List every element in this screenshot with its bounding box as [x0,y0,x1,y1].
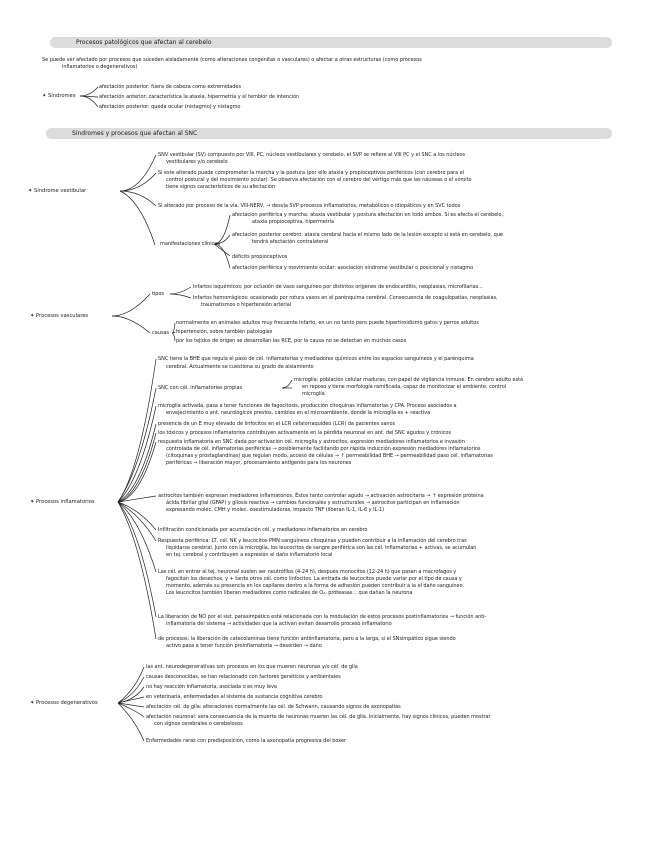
text-line: control postural y del movimiento ocular). Se observa afectación con el cerebro del vértigo más que las náuseas o el vómito [166,177,472,183]
text-line: inflamatoria del sistema → actividades que la activan evitan desarrollo proceso inflamatorio [166,621,392,627]
group-label-text: Procesos vasculares [36,313,89,319]
text-line: ataxia propioceptiva, hipermetría [252,219,334,225]
group-label-vestibular: ✦ Síndrome vestibular [28,188,87,194]
text-line: no hay reacción inflamatoria, asociada o es muy leve [146,684,277,690]
section-header-title: Procesos patológicos que afectan al cerebelo [76,39,212,46]
group-label-degenerativos: ✦ Procesos degenerativos [30,700,98,706]
text-line: normalmente en animales adultos muy frecuente infarto, en un no tanto pero puede hipertiroidismo gatos y perros adultos [176,320,479,326]
group-label-text: Procesos degenerativos [36,700,98,706]
text-line: Si alterado por proceso de la vía, VIII-NERV, → desvía SVP procesos inflamatorios, metabólicos o idiopáticos y en SVC todos [158,203,461,209]
text-line: déficits propioceptivos [232,254,288,260]
text-line: presencia de un E muy elevado de linfocitos en el LCR cefalorraquídeo (LCR) da pacientes sanos [158,421,396,427]
text-line: liquidarse cerebral. Junto con la microglía, los leucocitos de sangre periférica son las cél. inflamatorias + activas, se acumulan [166,545,477,551]
text-line: las ant. neurodegenerativas son procesos en los que mueren neuronas y/o cél. de glía [146,664,358,670]
text-line: Infartos isquémicos: por oclusión de vaso sanguíneo por distintos orígenes de endocarditis, neoplasias, microfilarias... [193,284,483,290]
text-line: microglía activada, pasa a tener funciones de fagocitosis, producción citoquinas inflamatorias y CPA. Proceso asociados a [158,403,457,409]
group-label-vasculares: ✦ Procesos vasculares [30,313,89,319]
text-line: de procesos: la liberación de catecolaminas tiene función antiinflamatoria, pero a la larga, si el SNsimpático sigue siendo [158,636,456,642]
text-line: SNC con cél. inflamatorias propias [158,385,243,391]
text-line: envejecimiento o ant. neurológicos previos, cambios en el microambiente, donde la microglía es + reactiva [166,410,431,416]
text-line: hipertensión, sobre también patologías [176,329,273,335]
text-line: microglía: población celular maduras, con papel de vigilancia inmune. En cerebro adulto está [294,377,524,383]
text-line: los tóxicos y procesos inflamatorios contribuyen activamente en la pérdida neuronal en ant. del SNC agudos y crónicos [158,430,451,436]
intro-line: Se puede ver afectado por procesos que suceden aisladamente (como alteraciones congénitas o vasculares) o afectar a otras estructuras (como procesos [42,57,422,63]
text-line: afectación neuronal: sera consecuencia de la muerte de neuronas mueren las cél. de glía. Inicialmente, hay signos clínicos, pueden mostrar [146,714,491,720]
text-line: afectación periférica y movimiento ocular: asociación síndrome vestibular o posicional y nistagmo [232,265,474,271]
syndrome-item: afectación anterior: característica la ataxia, hipermetría y el temblor de intención [99,94,300,100]
text-line: tendrá afectación contralateral [252,239,329,245]
text-line: vestibulares y/o cerebelo [166,159,228,165]
text-line: tiene signos característicos de su afectación [166,184,275,190]
group-label-text: Procesos inflamatorios [36,499,95,505]
text-line: astrocitos también expresan mediadores inflamatorios. Éstos tanto controlar agudo → activación astrocitaria → ↑ expresión proteína [158,493,484,499]
text-line: La liberación de NO por el sist. parasimpático está relacionada con la modulación de estos procesos postinflamatorios → función anti- [158,614,487,620]
text-line: expresando moléc. CMH y molec. coestimuladoras, impacto TNF (liberan IL-1, IL-6 y IL-1) [166,507,384,513]
group-label-text: Síndromes [48,93,76,99]
text-line: Si este alterado puede comprometer la marcha y la postura (por ello ataxia y propioceptivos periféricos (con cerebro para el [158,170,465,176]
group-label-inflamatorios: ✦ Procesos inflamatorios [30,499,95,505]
text-line: en tej. cerebral y contribuyen a expresión el daño inflamatorio local [166,552,333,558]
text-line: ácida fibrilar glial (GFAP) y gliosis reactiva → cambios funcionales y estructurales → astrocitos participan en inflamación [166,500,460,506]
text-line: por los tejidos de origen se desarrollan las RCE, por la causa no se detectan en muchos casos [176,338,407,344]
text-line: respuesta inflamatoria en SNC dada por activación cél. microglía y astrocitos, expresión mediadores inflamatorios e invasión [158,439,465,445]
text-line: Respuesta periférica: LT, cél. NK y leucocitos PMN sanguíneos citoquinas y pueden contribuir a la inflamación del cerebro tras [158,538,467,544]
text-line: Infiltración condicionada por acumulación cél. y mediadores inflamatorios en cerebro [158,527,368,533]
group-label-sindromes: ✦ Síndromes [42,93,76,99]
sub-label-tipos: tipos [152,291,164,297]
text-line: afectación cél. de glía: alteraciones normalmente las cél. de Schwann, causando signos de axonopatías [146,704,401,710]
text-line: (citoquinas y prostaglandinas) que regulan modo, acceso de células → ↑ permeabilidad BHE → permeabilidad paso cél. inflamatorias [166,453,493,459]
text-line: controlada de cél. inflamatorias periféricas → posiblemente facilitando por rápida inducción expresión mediadores inflamatorios [166,446,481,452]
text-line: Infartos hemorrágicos: ocasionado por rotura vasos en el parénquima cerebral. Consecuencia de coagulopatías, neoplasias, [193,295,498,301]
text-line: Las cél. en entrar al tej. neuronal suelen ser neutrófilos (4-24 h), después monocitos (12-24 h) que pasan a macrófagos y [158,569,457,575]
text-line: causas desconocidas, se han relacionado con factores genéticos y ambientales [146,674,341,680]
text-line: traumatismos o hipertensión arterial [201,302,292,308]
group-label-text: Síndrome vestibular [34,188,87,194]
text-line: cerebral. Actualmente se cuestiona su grado de aislamiento [166,364,314,370]
text-line: Enfermedades raras con predisposición, como la axonopatía progresiva del boxer [146,738,346,744]
text-line: en reposo y tiene morfología ramificada, capaz de monitorizar el ambiente; control [302,384,507,390]
text-line: SNC tiene la BHE que regula el paso de cél. inflamatorias y mediadores químicos entre los espacios sanguíneos y el parénquima [158,356,474,362]
text-line: activo pasa a tener función proinflamatoria → desorden → daño [166,643,322,649]
text-line: fagocitan los desechos, y + tarde otros cél. como linfocitos. La entrada de leucocitos puede variar por el tipo de causa y [166,576,462,582]
text-line: momento, además su presencia en los capilares dentro a la forma de adhesión pueden contribuir a la el daño sanguíneo. [166,583,465,589]
section-header-title: Síndromes y procesos que afectan al SNC [72,130,198,137]
text-line: en veterinaria, enfermedades al sistema de sustancia cognitiva cerebro [146,694,323,700]
text-line: afectación posterior cerebro: ataxia cerebral hacia el mismo lado de la lesión excepto si está en cerebelo, que [232,232,503,238]
text-line: SNV vestibular (SV) compuesto por VIII, PC, núcleos vestibulares y cerebelo, el SVP se refiere al VIII PC y el SNC a los núcleos [158,152,466,158]
syndrome-item: afectación posterior: queda ocular (nistagmo) y nistagmo [99,104,241,110]
text-line: Los leucocitos también liberan mediadores como radicales de O₂, proteasas... que dañan la neurona [166,590,413,596]
text-line: microglía [302,391,325,397]
intro-line: inflamatorios o degenerativos) [62,64,138,70]
sub-label-manifestaciones: manifestaciones clínicas [160,241,220,247]
text-line: afectación periférica y marcha: ataxia vestibular y postura afectación en todo ambos. Si es afecta el cerebelo, [232,212,504,218]
sub-label-causas: causas [152,330,169,336]
text-line: periféricas → liberación mayor, procesamiento antígenos para los neurones [166,460,352,466]
syndrome-item: afectación posterior: fuera de cabeza como extremidades [99,84,242,90]
text-line: con signos cerebrales o cerebelosos [154,721,243,727]
